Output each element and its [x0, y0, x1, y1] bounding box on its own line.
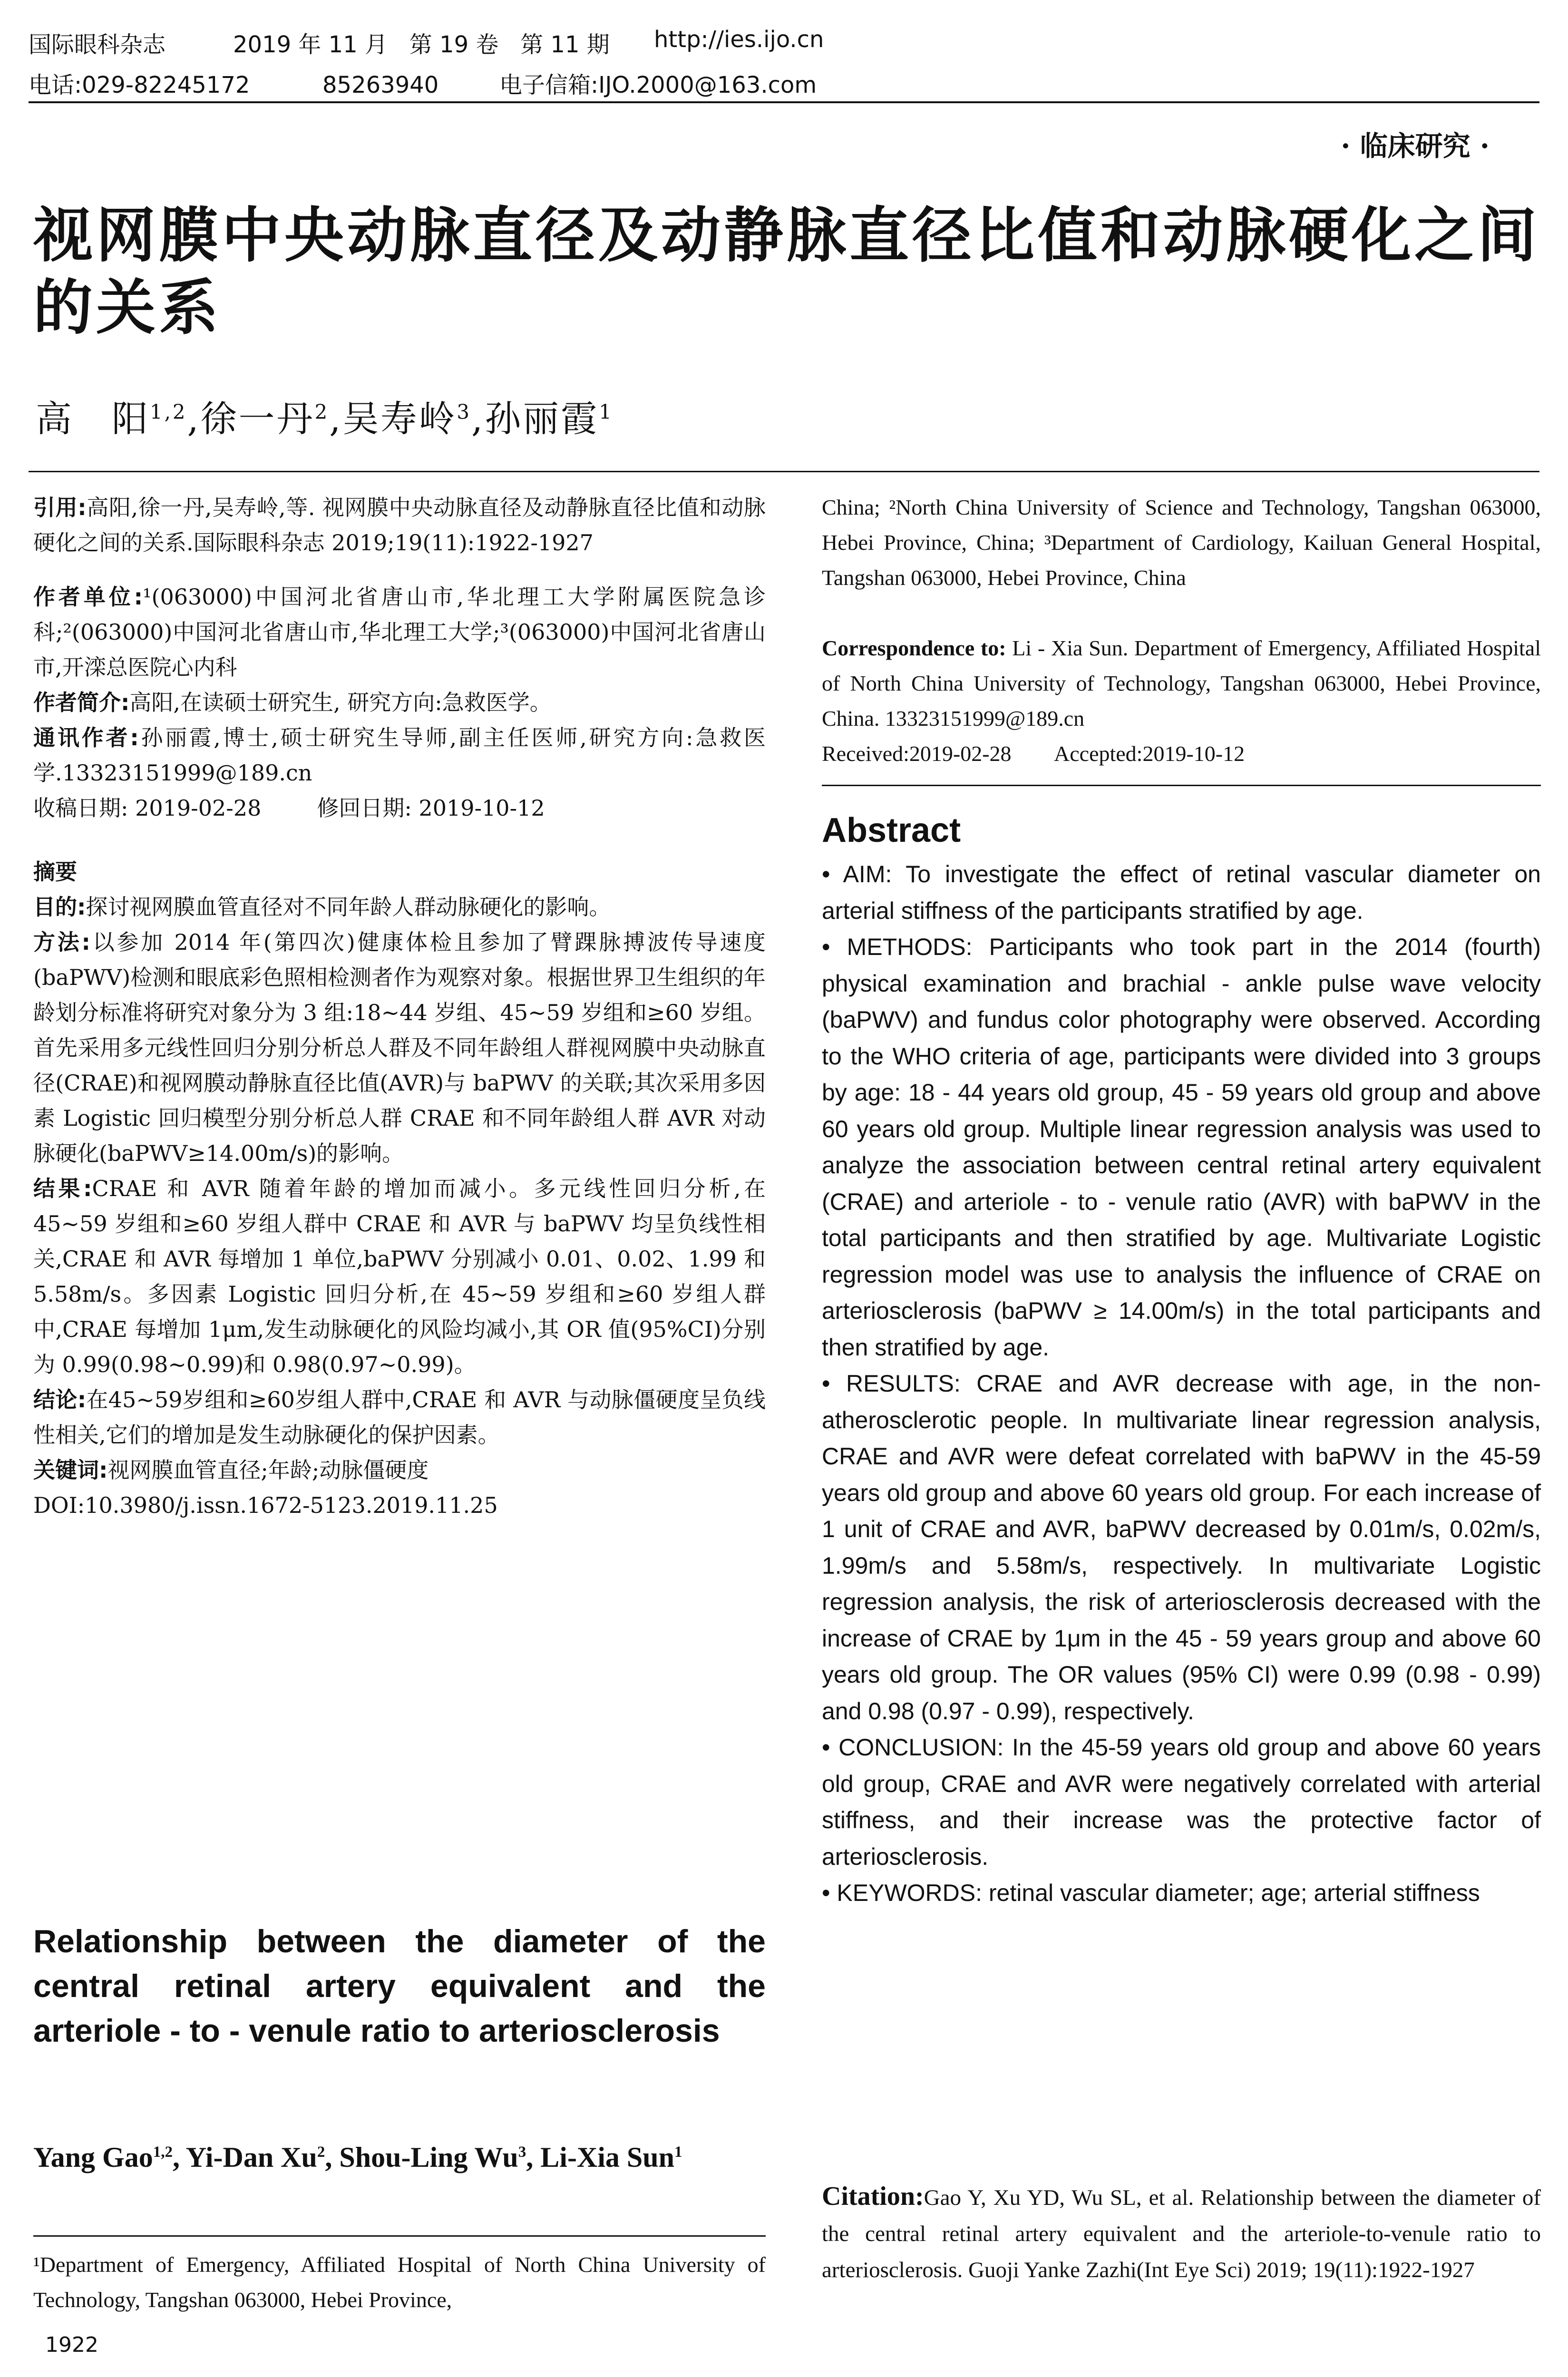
- dates-zh: 收稿日期: 2019-02-28 修回日期: 2019-10-12: [33, 795, 545, 821]
- author-name: 孙丽霞: [485, 398, 599, 440]
- correspondence-en: Correspondence to: Li - Xia Sun. Department of Emergency, Affiliated Hospital of North China University of Technology, Tangshan 063000, Hebei Province, China. 13323151999@189.cn Received:2019-02-28 Accepted:2019-10-12: [822, 631, 1541, 771]
- affiliation-en-part2: China; ²North China University of Science and Technology, Tangshan 063000, Hebei Province, China; ³Department of Cardiology, Kailuan General Hospital, Tangshan 063000, Hebei Province, China: [822, 495, 1541, 590]
- dates-en: Received:2019-02-28 Accepted:2019-10-12: [822, 741, 1245, 766]
- author-name: Shou-Ling Wu: [339, 2142, 518, 2173]
- section-tag: · 临床研究 ·: [1341, 130, 1490, 162]
- title-rule: [29, 471, 1539, 472]
- left-column: [33, 490, 766, 1523]
- abstract-result-zh: 结果:CRAE 和 AVR 随着年龄的增加而减小。多元线性回归分析,在 45~59 岁组和≥60 岁组人群中 CRAE 和 AVR 与 baPWV 均呈负线性相关,CRAE 和 AVR 每增加 1 单位,baPWV 分别减小 0.01、0.02、1.99 和 5.58m/s。多因素 Logistic 回归分析,在 45~59 岁组和≥60 岁组人群中,CRAE 每增加 1μm,发生动脉硬化的风险均减小,其 OR 值(95%CI)分别为 0.99(0.98~0.99)和 0.98(0.97~0.99)。: [33, 1176, 766, 1377]
- english-title: Relationship between the diameter of the central retinal artery equivalent and the arteriole - to - venule ratio to arteriosclerosis: [33, 1923, 766, 2049]
- affil-mark: 1: [674, 2143, 682, 2161]
- author-list-zh: 高 阳$^{1,2}$,徐一丹$^2$,吴寿岭$^3$,孙丽霞$^1$: [36, 398, 614, 440]
- author-name: Li-Xia Sun: [540, 2142, 675, 2173]
- abstract-aim-zh: 目的:探讨视网膜血管直径对不同年龄人群动脉硬化的影响。: [33, 894, 611, 920]
- affiliation-rule: [33, 2235, 766, 2237]
- abstract-heading-en: Abstract: [822, 811, 961, 849]
- citation-en: Citation:Gao Y, Xu YD, Wu SL, et al. Relationship between the diameter of the central retinal artery equivalent and the arteriole-to-venule ratio to arteriosclerosis. Guoji Yanke Zazhi(Int Eye Sci) 2019; 19(11):1922-1927: [822, 2182, 1541, 2282]
- email-info[interactable]: 电子信箱:IJO.2000@163.com: [499, 72, 817, 98]
- affiliation-en-part1: ¹Department of Emergency, Affiliated Hospital of North China University of Technology, Tangshan 063000, Hebei Province,: [33, 2252, 766, 2312]
- phone-info: 电话:029-82245172 85263940: [29, 72, 439, 98]
- corresponding-author: 通讯作者:孙丽霞,博士,硕士研究生导师,副主任医师,研究方向:急救医学.13323151999@189.cn: [33, 725, 766, 786]
- abstract-conclusion-zh: 结论:在45~59岁组和≥60岁组人群中,CRAE 和 AVR 与动脉僵硬度呈负线性相关,它们的增加是发生动脉硬化的保护因素。: [33, 1387, 766, 1448]
- keywords-zh: 关键词:视网膜血管直径;年龄;动脉僵硬度: [33, 1457, 429, 1483]
- affil-mark: 2: [314, 400, 330, 424]
- affil-mark: 3: [457, 400, 472, 424]
- author-bio: 作者简介:高阳,在读硕士研究生, 研究方向:急救医学。: [33, 690, 552, 715]
- author-name: 高 阳: [36, 398, 150, 440]
- author-units: 作者单位:¹(063000)中国河北省唐山市,华北理工大学附属医院急诊科;²(063000)中国河北省唐山市,华北理工大学;³(063000)中国河北省唐山市,开滦总医院心内科: [33, 584, 766, 680]
- abstract-conclusion-en: • CONCLUSION: In the 45-59 years old group and above 60 years old group, CRAE and AVR were negatively correlated with arterial stiffness, and their increase was the protective factor of arteriosclerosis.: [822, 1734, 1541, 1870]
- journal-url[interactable]: http://ies.ijo.cn: [654, 26, 824, 53]
- title-line-1: 视网膜中央动脉直径及动静脉直径比值和动脉硬化之间: [33, 201, 1540, 270]
- page-number: 1922: [45, 2333, 98, 2357]
- affil-mark: 1,2: [153, 2143, 173, 2161]
- header-rule: [29, 101, 1539, 103]
- page-title: [33, 200, 1541, 344]
- abstract-body-en: [822, 856, 1541, 1911]
- affil-mark: 1,2: [150, 400, 187, 424]
- abstract-rule: [822, 785, 1541, 786]
- abstract-heading-zh: 摘要: [33, 859, 77, 885]
- author-name: Yi-Dan Xu: [185, 2142, 317, 2173]
- keywords-en: • KEYWORDS: retinal vascular diameter; age; arterial stiffness: [822, 1880, 1480, 1906]
- author-name: 徐一丹: [200, 398, 315, 440]
- affil-mark: 1: [599, 400, 614, 424]
- issue-info: 2019 年 11 月 第 19 卷 第 11 期: [233, 31, 610, 58]
- title-line-2: 的关系: [33, 273, 222, 342]
- journal-name: 国际眼科杂志: [29, 31, 166, 58]
- abstract-method-zh: 方法:以参加 2014 年(第四次)健康体检且参加了臂踝脉搏波传导速度(baPWV)检测和眼底彩色照相检测者作为观察对象。根据世界卫生组织的年龄划分标准将研究对象分为 3 组:18~44 岁组、45~59 岁组和≥60 岁组。首先采用多元线性回归分别分析总人群及不同年龄组人群视网膜中央动脉直径(CRAE)和视网膜动静脉直径比值(AVR)与 baPWV 的关联;其次采用多因素 Logistic 回归模型分别分析总人群 CRAE 和不同年龄组人群 AVR 对动脉硬化(baPWV≥14.00m/s)的影响。: [33, 929, 766, 1166]
- author-name: Yang Gao: [33, 2142, 153, 2173]
- author-name: 吴寿岭: [342, 398, 457, 440]
- affil-mark: 2: [317, 2143, 325, 2161]
- doi[interactable]: DOI:10.3980/j.issn.1672-5123.2019.11.25: [33, 1492, 498, 1518]
- abstract-results-en: • RESULTS: CRAE and AVR decrease with age, in the non- atherosclerotic people. In multivariate linear regression analysis, CRAE and AVR were defeat correlated with baPWV in the 45-59 years old group and above 60 years old group. For each increase of 1 unit of CRAE and AVR, baPWV decreased by 0.01m/s, 0.02m/s, 1.99m/s and 5.58m/s, respectively. In multivariate Logistic regression analysis, the risk of arteriosclerosis decreased with the increase of CRAE by 1μm in the 45 - 59 years group and above 60 years old group. The OR values (95% CI) were 0.99 (0.98 - 0.99) and 0.98 (0.97 - 0.99), respectively.: [822, 1370, 1541, 1724]
- abstract-methods-en: • METHODS: Participants who took part in the 2014 (fourth) physical examination and brachial - ankle pulse wave velocity (baPWV) and fundus color photography were observed. According to the WHO criteria of age, participants were divided into 3 groups by age: 18 - 44 years old group, 45 - 59 years old group and above 60 years old group. Multiple linear regression analysis was used to analyze the association between central retinal artery equivalent (CRAE) and arteriole - to - venule ratio (AVR) with baPWV in the total participants and then stratified by age. Multivariate Logistic regression model was use to analysis the influence of CRAE on arteriosclerosis (baPWV ≥ 14.00m/s) in the total participants and then stratified by age.: [822, 934, 1541, 1361]
- citation-zh: 引用:高阳,徐一丹,吴寿岭,等. 视网膜中央动脉直径及动静脉直径比值和动脉硬化之间的关系.国际眼科杂志 2019;19(11):1922-1927: [33, 495, 766, 555]
- abstract-aim-en: • AIM: To investigate the effect of retinal vascular diameter on arterial stiffness of the participants stratified by age.: [822, 861, 1541, 924]
- author-list-en: Yang Gao$^{1,2}$, Yi-Dan Xu$^2$, Shou-Ling Wu$^3$, Li-Xia Sun$^1$: [33, 2142, 682, 2173]
- affil-mark: 3: [518, 2143, 526, 2161]
